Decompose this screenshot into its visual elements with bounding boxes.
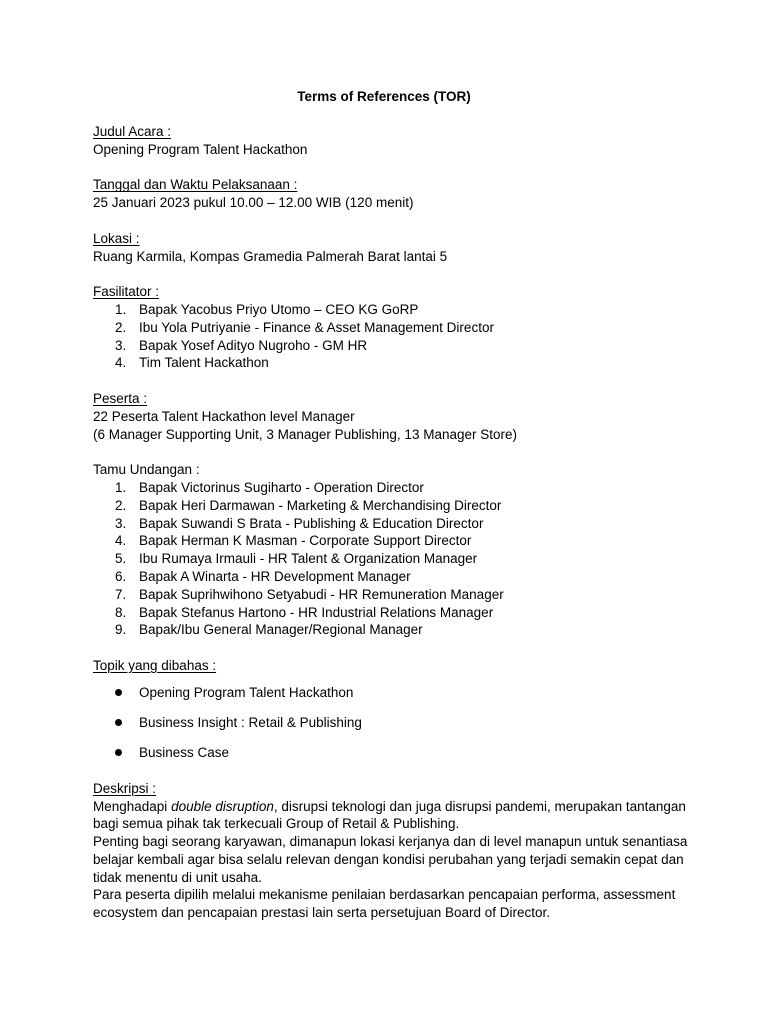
list-item: 4. Tim Talent Hackathon (115, 355, 269, 371)
fasilitator-heading: Fasilitator : (93, 284, 160, 300)
list-item: 7. Bapak Suprihwihono Setyabudi - HR Remuneration Manager (115, 586, 504, 602)
peserta-line-1: 22 Peserta Talent Hackathon level Manager (93, 408, 355, 424)
document-title: Terms of References (TOR) (297, 89, 471, 104)
deskripsi-paragraph-1 (93, 798, 693, 834)
bullet-icon (115, 719, 122, 726)
deskripsi-p1-post: , disrupsi teknologi dan juga disrupsi pandemi, merupakan tantangan bagi semua pihak tak terkecuali Group of Retail & Publishing. (93, 798, 686, 832)
tamu-item-2: Bapak Heri Darmawan - Marketing & Merchandising Director (139, 497, 502, 513)
deskripsi-paragraph-3: Para peserta dipilih melalui mekanisme penilaian berdasarkan pencapaian performa, assessment ecosystem dan pencapaian prestasi lain serta persetujuan Board of Director. (93, 887, 676, 921)
fasilitator-item-1: Bapak Yacobus Priyo Utomo – CEO KG GoRP (139, 301, 419, 317)
peserta-heading: Peserta : (93, 390, 148, 406)
section-judul (93, 123, 693, 159)
list-item (93, 684, 693, 714)
judul-heading: Judul Acara : (93, 124, 172, 139)
deskripsi-p1-pre: Menghadapi (93, 798, 172, 814)
list-item: 3. Bapak Yosef Adityo Nugroho - GM HR (115, 337, 368, 353)
document-page (93, 88, 693, 940)
tamu-item-7: Bapak Suprihwihono Setyabudi - HR Remuneration Manager (139, 586, 504, 602)
tamu-item-5: Ibu Rumaya Irmauli - HR Talent & Organization Manager (139, 551, 478, 567)
section-peserta (93, 390, 693, 443)
fasilitator-item-2: Ibu Yola Putriyanie - Finance & Asset Management Director (139, 319, 494, 335)
topik-heading: Topik yang dibahas : (93, 657, 217, 673)
list-item: 8. Bapak Stefanus Hartono - HR Industrial Relations Manager (115, 604, 494, 620)
list-item: 1. Bapak Yacobus Priyo Utomo – CEO KG GoRP (115, 301, 419, 317)
tamu-item-8: Bapak Stefanus Hartono - HR Industrial Relations Manager (139, 604, 494, 620)
lokasi-value: Ruang Karmila, Kompas Gramedia Palmerah Barat lantai 5 (93, 248, 448, 264)
list-item (93, 714, 693, 744)
deskripsi-paragraph-2: Penting bagi seorang karyawan, dimanapun lokasi kerjanya dan di level manapun untuk senantiasa belajar kembali agar bisa selalu relevan dengan kondisi perubahan yang terjadi semakin cepat dan tidak menentu di unit usaha. (93, 834, 688, 885)
list-item: 6. Bapak A Winarta - HR Development Manager (115, 568, 411, 584)
tamu-list (93, 479, 693, 639)
tamu-item-9: Bapak/Ibu General Manager/Regional Manager (139, 622, 423, 638)
tamu-heading: Tamu Undangan : (93, 462, 200, 478)
topik-list (93, 684, 693, 774)
section-lokasi (93, 230, 693, 266)
peserta-line-2: (6 Manager Supporting Unit, 3 Manager Publishing, 13 Manager Store) (93, 426, 517, 442)
judul-value: Opening Program Talent Hackathon (93, 141, 308, 157)
list-item: 5. Ibu Rumaya Irmauli - HR Talent & Organization Manager (115, 551, 478, 567)
topik-item-2: Business Insight : Retail & Publishing (139, 714, 362, 730)
section-tamu (93, 461, 693, 639)
section-fasilitator (93, 283, 693, 372)
deskripsi-p1-emphasis: double disruption (171, 798, 274, 814)
tamu-item-3: Bapak Suwandi S Brata - Publishing & Education Director (139, 515, 484, 531)
bullet-icon (115, 689, 122, 696)
tamu-item-6: Bapak A Winarta - HR Development Manager (139, 568, 411, 584)
list-item: 2. Bapak Heri Darmawan - Marketing & Merchandising Director (115, 497, 502, 513)
fasilitator-item-3: Bapak Yosef Adityo Nugroho - GM HR (139, 337, 368, 353)
lokasi-heading: Lokasi : (93, 230, 140, 246)
tamu-item-4: Bapak Herman K Masman - Corporate Support Director (139, 533, 472, 549)
section-topik (93, 657, 693, 774)
list-item: 4. Bapak Herman K Masman - Corporate Support Director (115, 533, 472, 549)
tanggal-heading: Tanggal dan Waktu Pelaksanaan : (93, 177, 298, 193)
list-item (93, 744, 693, 774)
section-tanggal (93, 176, 693, 212)
list-item: 2. Ibu Yola Putriyanie - Finance & Asset Management Director (115, 319, 494, 335)
section-deskripsi (93, 780, 693, 922)
fasilitator-list (93, 301, 693, 372)
fasilitator-item-4: Tim Talent Hackathon (139, 355, 269, 371)
bullet-icon (115, 749, 122, 756)
list-item: 9. Bapak/Ibu General Manager/Regional Manager (115, 622, 423, 638)
tamu-item-1: Bapak Victorinus Sugiharto - Operation Director (139, 479, 424, 495)
deskripsi-heading: Deskripsi : (93, 780, 157, 796)
list-item: 1. Bapak Victorinus Sugiharto - Operation Director (115, 479, 424, 495)
topik-item-1: Opening Program Talent Hackathon (139, 684, 354, 700)
tanggal-value: 25 Januari 2023 pukul 10.00 – 12.00 WIB (120 menit) (93, 195, 414, 211)
topik-item-3: Business Case (139, 744, 230, 760)
list-item: 3. Bapak Suwandi S Brata - Publishing & Education Director (115, 515, 484, 531)
